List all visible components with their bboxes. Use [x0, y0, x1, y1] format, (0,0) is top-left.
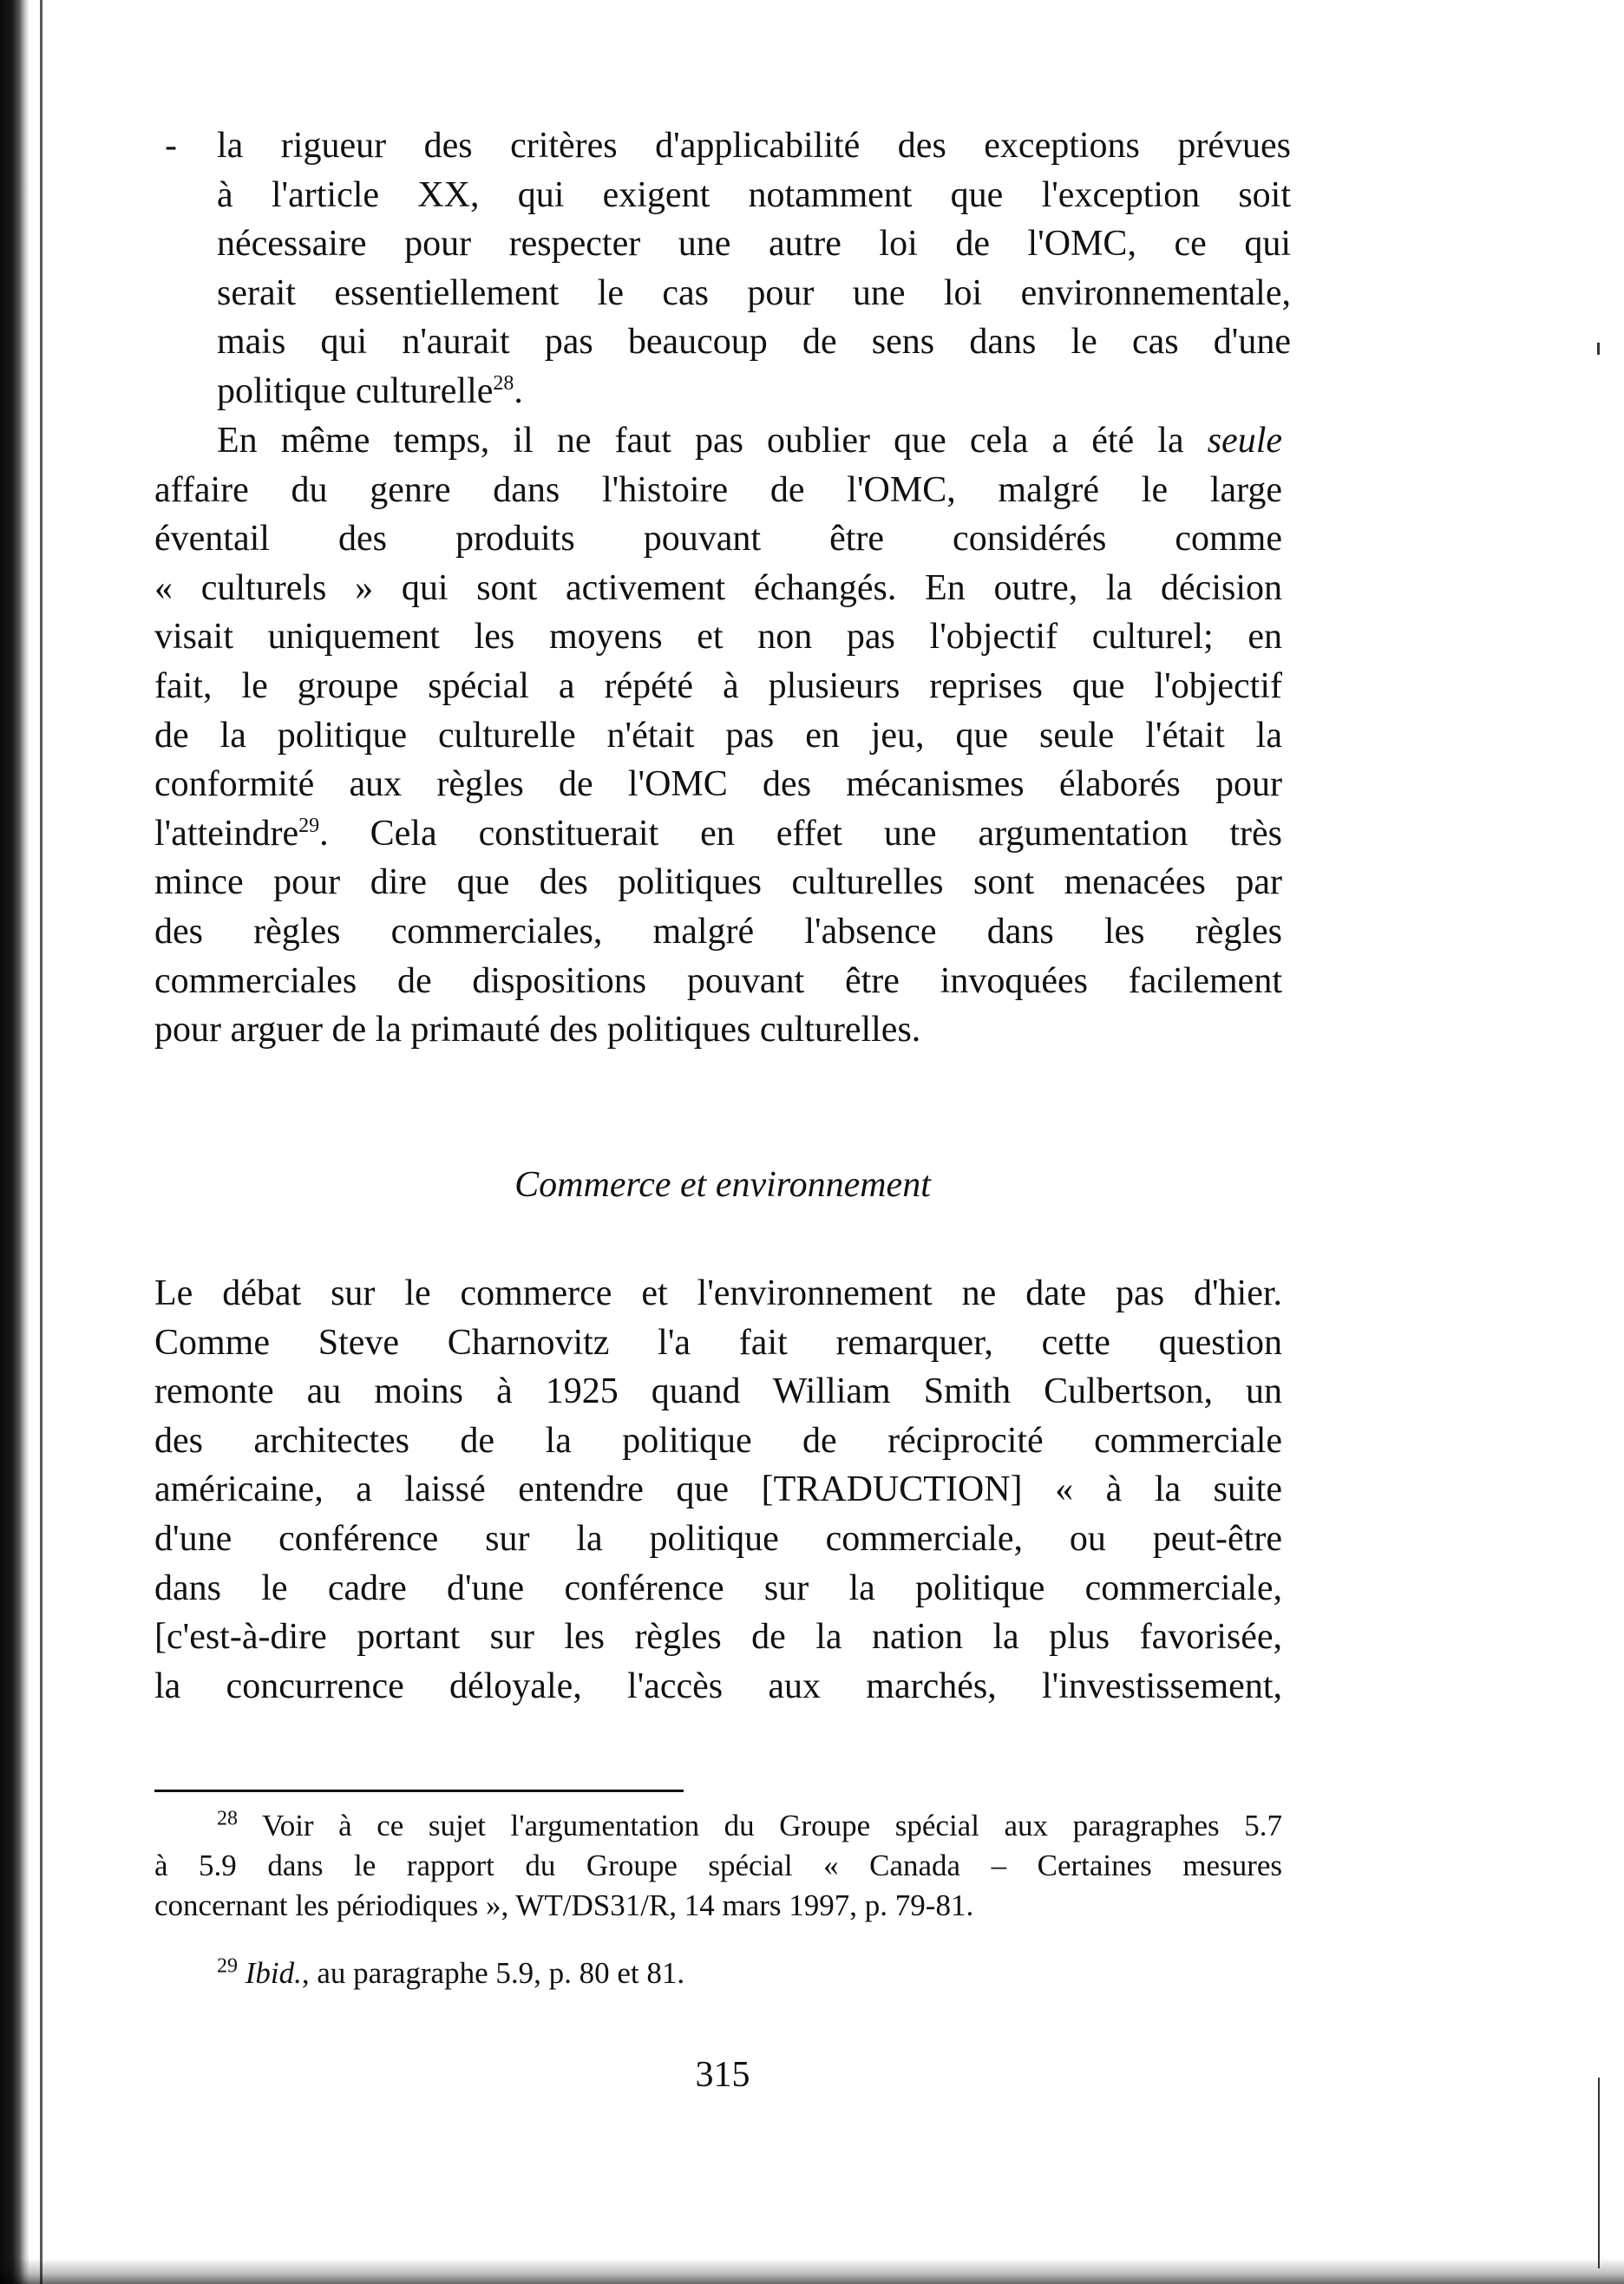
text-line: mince pour dire que des politiques culturelles sont menacées par	[154, 862, 1282, 903]
text-line: dans le cadre d'une conférence sur la politique commerciale,	[154, 1567, 1282, 1608]
text-line: « culturels » qui sont activement échangés. En outre, la décision	[154, 567, 1282, 608]
binding-line	[40, 0, 43, 2284]
text-fragment: , au paragraphe 5.9, p. 80 et 81.	[301, 1956, 685, 1990]
scan-mark	[1598, 2078, 1600, 2268]
text-line: fait, le groupe spécial a répété à plusieurs reprises que l'objectif	[154, 665, 1282, 706]
paragraph	[154, 1269, 1282, 1711]
text-line	[154, 416, 1282, 466]
text-line: américaine, a laissé entendre que [TRADUCTION] « à la suite	[154, 1469, 1282, 1510]
emphasis: seule	[1207, 421, 1282, 461]
paragraph	[154, 416, 1282, 1055]
footnote-line	[154, 1806, 1282, 1846]
text-line: des règles commerciales, malgré l'absence dans les règles	[154, 911, 1282, 952]
footnote-ref: 28	[493, 371, 514, 395]
footnote-28	[154, 1806, 1282, 1926]
footnote-separator	[154, 1790, 684, 1792]
section-heading: Commerce et environnement	[514, 1165, 931, 1205]
footnote-line	[154, 1954, 1282, 1993]
footnotes	[154, 1806, 1282, 1993]
scan-bottom-shadow	[0, 2258, 1624, 2284]
text-line: d'une conférence sur la politique commerciale, ou peut-être	[154, 1518, 1282, 1559]
text-fragment: politique culturelle	[217, 370, 494, 411]
page-number: 315	[695, 2055, 750, 2095]
footnote-ref: 29	[298, 814, 320, 837]
text-line: commerciales de dispositions pouvant être invoquées facilement	[154, 960, 1282, 1001]
text-line: la concurrence déloyale, l'accès aux marchés, l'investissement,	[154, 1666, 1282, 1706]
emphasis: Ibid.	[245, 1956, 302, 1990]
text-fragment: l'atteindre	[154, 813, 299, 854]
footnote-line: à 5.9 dans le rapport du Groupe spécial « Canada – Certaines mesures	[154, 1849, 1282, 1882]
text-fragment: Voir à ce sujet l'argumentation du Groupe spécial aux paragraphes 5.7	[261, 1809, 1282, 1842]
text-fragment: .	[514, 370, 523, 411]
text-line: visait uniquement les moyens et non pas l'objectif culturel; en	[154, 617, 1282, 658]
text-line: pour arguer de la primauté des politiques culturelles.	[154, 1010, 921, 1050]
text-line: Le débat sur le commerce et l'environnement ne date pas d'hier.	[154, 1273, 1282, 1313]
footnote-29	[154, 1954, 1282, 1993]
scan-mark	[1597, 343, 1600, 355]
text-line: la rigueur des critères d'applicabilité des exceptions prévues	[217, 126, 1291, 166]
text-line: conformité aux règles de l'OMC des mécanismes élaborés pour	[154, 764, 1282, 805]
text-line: éventail des produits pouvant être considérés comme	[154, 519, 1282, 560]
footnote-line: concernant les périodiques », WT/DS31/R, 14 mars 1997, p. 79-81.	[154, 1888, 974, 1922]
text-line: [c'est-à-dire portant sur les règles de la nation la plus favorisée,	[154, 1617, 1282, 1658]
text-line: nécessaire pour respecter une autre loi de l'OMC, ce qui	[217, 224, 1291, 265]
text-line	[154, 809, 1282, 859]
text-line: mais qui n'aurait pas beaucoup de sens dans le cas d'une	[217, 322, 1291, 363]
text-line: affaire du genre dans l'histoire de l'OMC, malgré le large	[154, 469, 1282, 510]
text-line: de la politique culturelle n'était pas en jeu, que seule l'était la	[154, 715, 1282, 756]
bullet-text	[217, 121, 1291, 416]
text-line: à l'article XX, qui exigent notamment que l'exception soit	[217, 174, 1291, 215]
text-line: serait essentiellement le cas pour une loi environnementale,	[217, 272, 1291, 313]
text-line	[217, 367, 1291, 416]
text-line: des architectes de la politique de réciprocité commerciale	[154, 1420, 1282, 1461]
footnote-number: 29	[217, 1954, 238, 1978]
text-line: remonte au moins à 1925 quand William Smith Culbertson, un	[154, 1371, 1282, 1412]
text-line: Comme Steve Charnovitz l'a fait remarquer, cette question	[154, 1322, 1282, 1363]
text-fragment: En même temps, il ne faut pas oublier que cela a été la	[217, 421, 1208, 461]
bullet-marker: -	[165, 126, 177, 166]
binding-edge	[0, 0, 29, 2284]
text-fragment: . Cela constituerait en effet une argumentation très	[319, 813, 1282, 854]
footnote-number: 28	[217, 1807, 238, 1830]
